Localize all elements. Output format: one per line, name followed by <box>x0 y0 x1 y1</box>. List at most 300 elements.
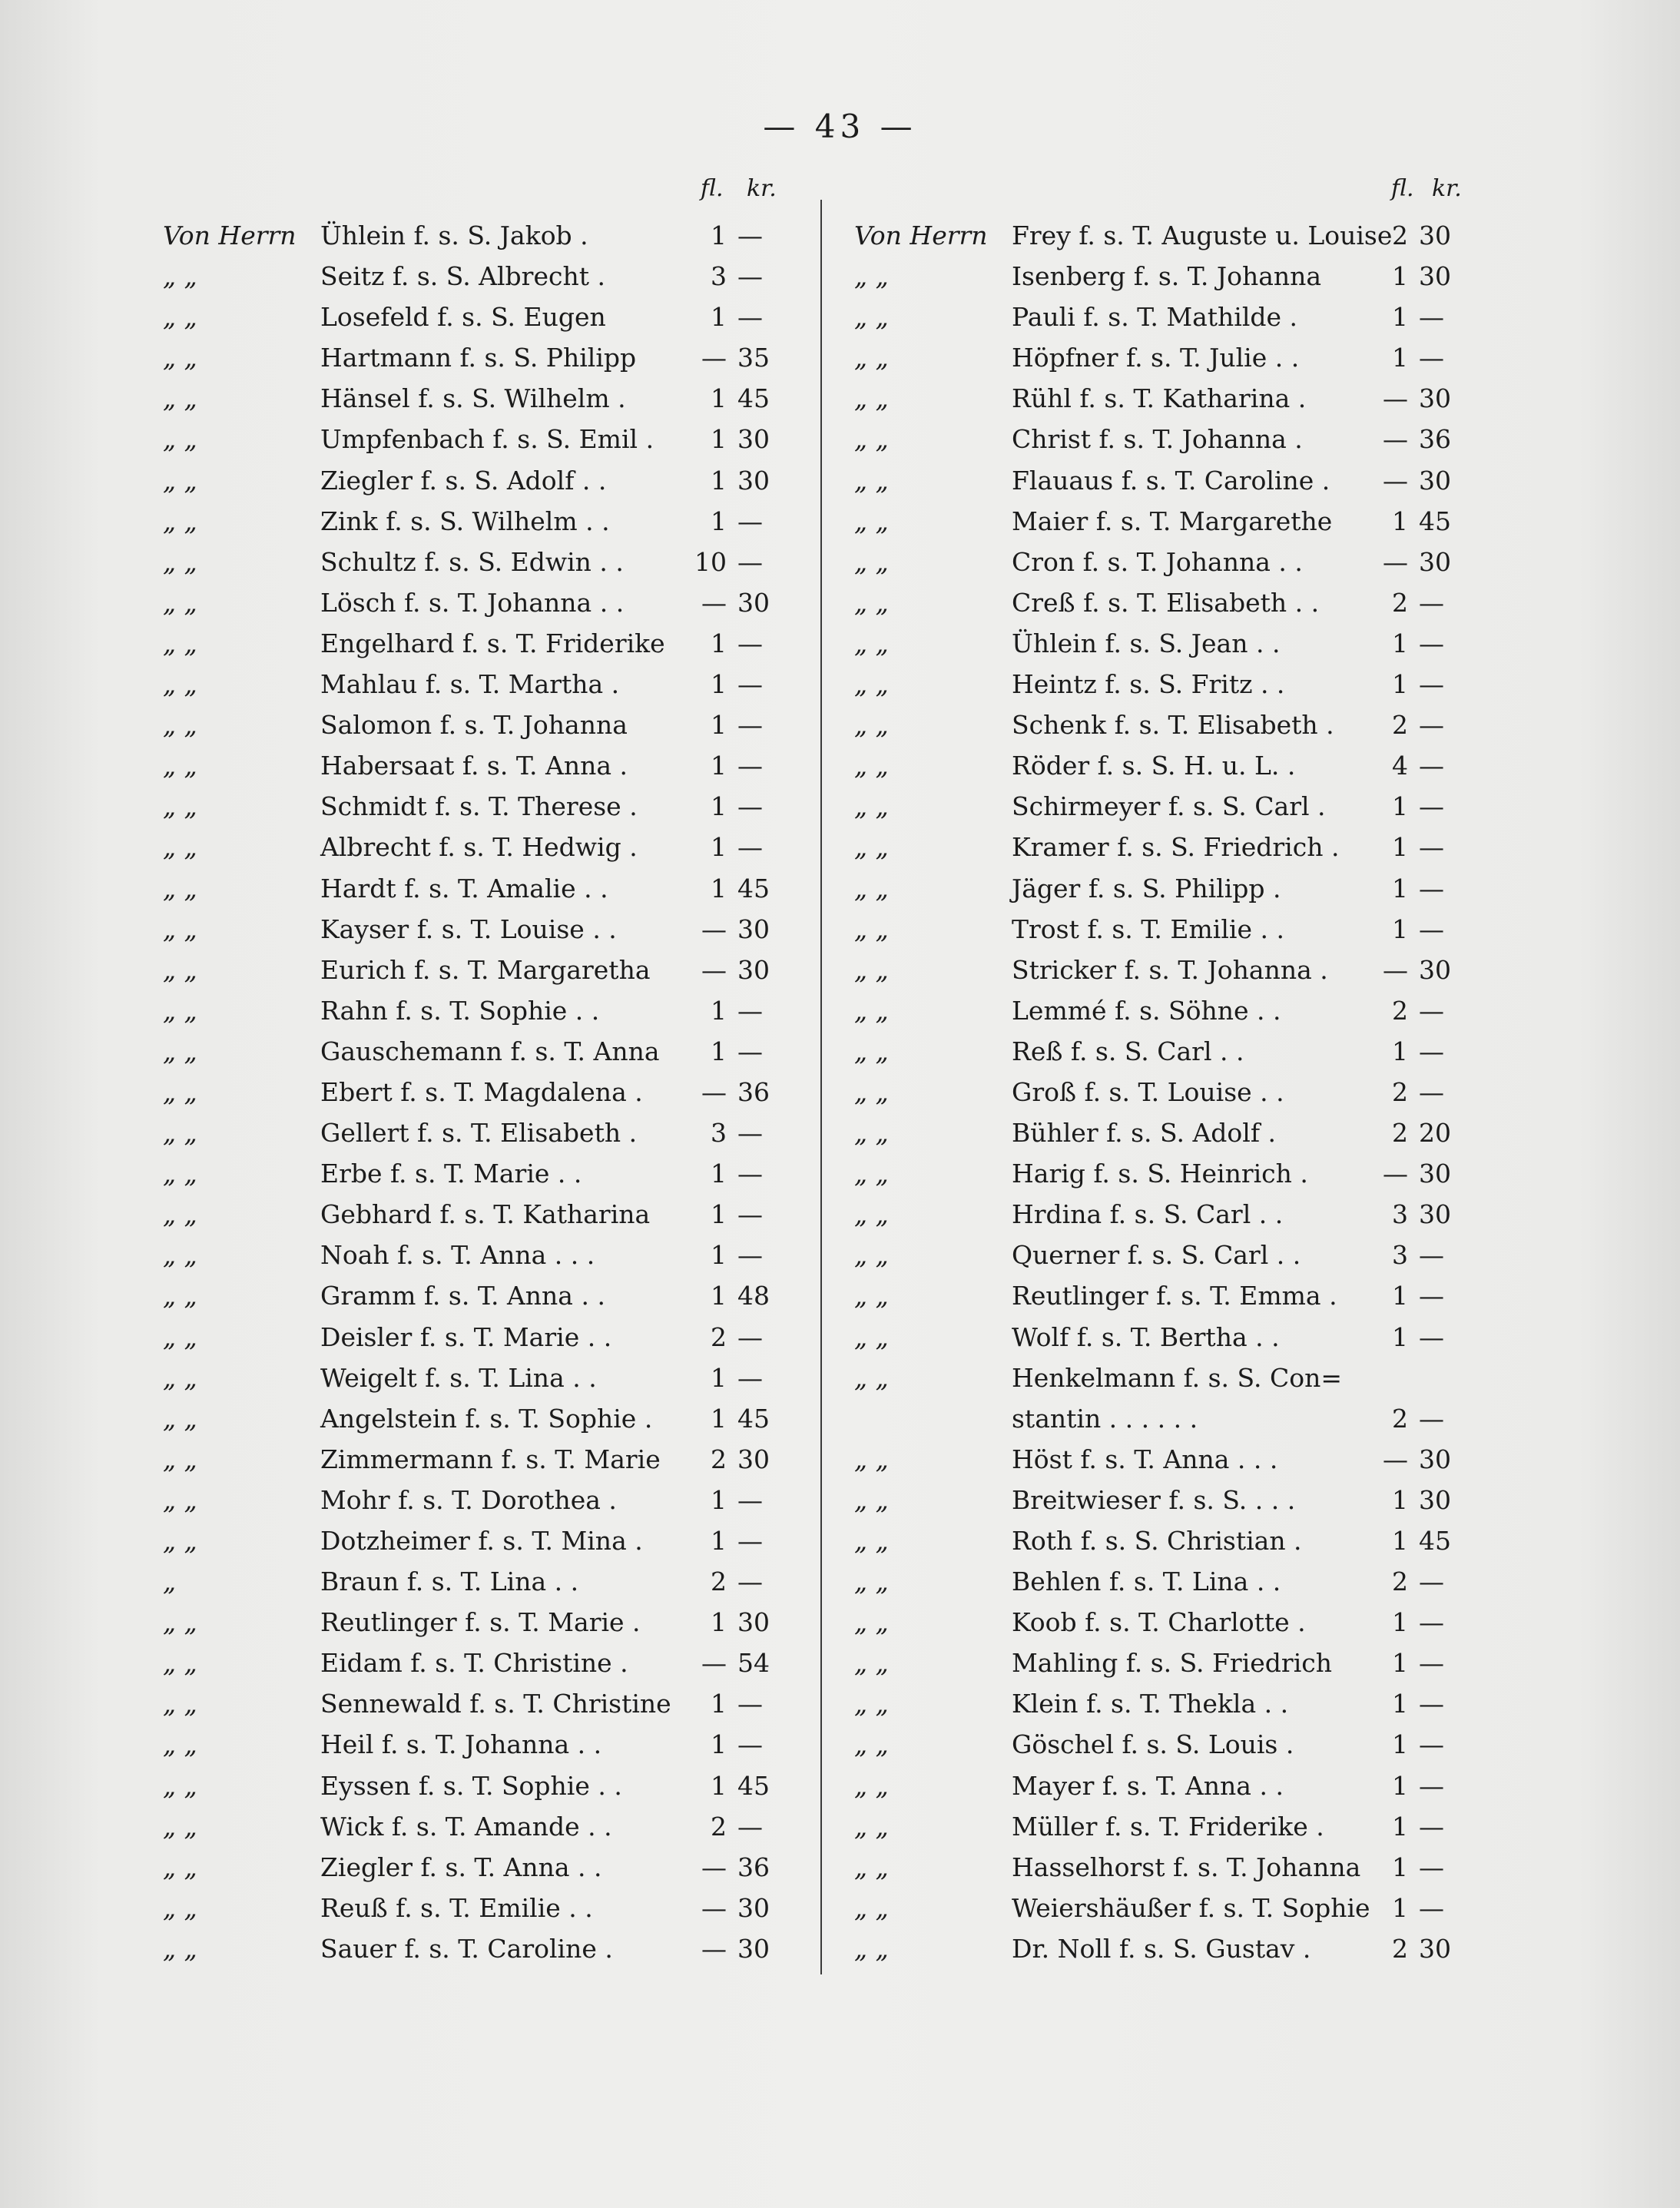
amount-fl: 3 <box>1392 1199 1408 1230</box>
amount-fl: 1 <box>1392 832 1408 863</box>
donation-row <box>163 1398 777 1439</box>
donation-row <box>854 1888 1469 1928</box>
amount-kr: — <box>737 751 763 781</box>
donation-list-right <box>854 175 1469 1969</box>
amount-fl: 3 <box>711 1118 727 1149</box>
amount-kr: — <box>1419 302 1444 333</box>
fl-header: fl. <box>701 175 724 202</box>
row-prefix: „ „ <box>163 343 197 373</box>
row-prefix: Von Herrn <box>854 220 988 250</box>
donor-entry: Trost f. s. T. Emilie . . <box>1012 913 1284 944</box>
donation-row <box>854 745 1469 786</box>
row-prefix: „ „ <box>854 1484 889 1515</box>
amount-kr: — <box>1419 669 1444 700</box>
donation-row <box>163 1643 777 1683</box>
donation-row <box>854 1765 1469 1806</box>
row-prefix: „ „ <box>163 1281 197 1311</box>
row-prefix: „ „ <box>163 261 197 292</box>
donor-entry: Ebert f. s. T. Magdalena . <box>320 1076 643 1107</box>
row-prefix: „ „ <box>163 383 197 414</box>
row-prefix: „ „ <box>163 1607 197 1638</box>
row-prefix: „ „ <box>854 465 889 496</box>
amount-kr: — <box>737 995 763 1026</box>
amount-fl: 2 <box>1392 710 1408 741</box>
amount-kr: 30 <box>737 1933 770 1964</box>
amount-kr: 30 <box>737 424 770 455</box>
amount-fl: 2 <box>1392 1076 1408 1107</box>
donor-entry: Wick f. s. T. Amande . . <box>320 1811 612 1842</box>
donor-entry: Reß f. s. S. Carl . . <box>1012 1036 1244 1066</box>
amount-kr: — <box>737 546 763 577</box>
donor-entry: Ühlein f. s. S. Jakob . <box>320 220 588 250</box>
donor-entry: Gebhard f. s. T. Katharina <box>320 1199 651 1230</box>
donor-entry: Weigelt f. s. T. Lina . . <box>320 1362 597 1393</box>
row-prefix: „ „ <box>854 302 889 333</box>
amount-fl: 1 <box>711 1240 727 1271</box>
row-prefix: „ „ <box>163 1159 197 1189</box>
amount-kr: — <box>737 710 763 741</box>
donation-row <box>163 1561 777 1602</box>
row-prefix: „ „ <box>854 751 889 781</box>
donation-list-left <box>163 175 777 1969</box>
amount-fl: — <box>701 1933 727 1964</box>
donation-row <box>163 419 777 459</box>
row-prefix: „ „ <box>163 1648 197 1679</box>
amount-kr: — <box>1419 913 1444 944</box>
donation-row <box>854 582 1469 623</box>
amount-kr: — <box>1419 1770 1444 1801</box>
row-prefix: „ „ <box>854 261 889 292</box>
amount-kr: 30 <box>1419 954 1451 985</box>
amount-fl: 1 <box>1392 1321 1408 1352</box>
amount-fl: 2 <box>711 1444 727 1474</box>
amount-kr: — <box>737 1689 763 1719</box>
donation-row <box>163 582 777 623</box>
amount-kr: 30 <box>1419 220 1451 250</box>
amount-kr: — <box>1419 832 1444 863</box>
donation-row <box>854 1847 1469 1888</box>
row-prefix: „ „ <box>163 1362 197 1393</box>
donation-row <box>854 1561 1469 1602</box>
donor-entry: Mahlau f. s. T. Martha . <box>320 669 620 700</box>
donation-row <box>854 1153 1469 1194</box>
donor-entry: Wolf f. s. T. Bertha . . <box>1012 1321 1280 1352</box>
row-prefix: „ „ <box>854 1321 889 1352</box>
amount-kr: 48 <box>737 1281 770 1311</box>
donor-entry: Reutlinger f. s. T. Emma . <box>1012 1281 1337 1311</box>
donation-row <box>854 1724 1469 1765</box>
amount-kr: — <box>737 1484 763 1515</box>
amount-kr: 45 <box>737 873 770 903</box>
amount-fl: 2 <box>711 1811 727 1842</box>
amount-kr: — <box>737 506 763 536</box>
donation-row <box>163 1683 777 1724</box>
amount-fl: 1 <box>711 302 727 333</box>
donation-row <box>163 786 777 827</box>
row-prefix: „ „ <box>163 995 197 1026</box>
donation-row <box>854 460 1469 501</box>
donor-entry: Mahling f. s. S. Friedrich <box>1012 1648 1332 1679</box>
donor-entry: Eurich f. s. T. Margaretha <box>320 954 651 985</box>
amount-fl: 3 <box>1392 1240 1408 1271</box>
donor-entry: Ziegler f. s. T. Anna . . <box>320 1852 602 1882</box>
amount-kr: 30 <box>1419 1484 1451 1515</box>
donor-entry: Seitz f. s. S. Albrecht . <box>320 261 605 292</box>
amount-fl: 1 <box>711 506 727 536</box>
row-prefix: „ „ <box>854 791 889 822</box>
donor-entry: Bühler f. s. S. Adolf . <box>1012 1118 1277 1149</box>
donor-entry: Ziegler f. s. S. Adolf . . <box>320 465 607 496</box>
amount-fl: — <box>1383 1444 1408 1474</box>
donation-row <box>163 501 777 542</box>
donation-row <box>854 1643 1469 1683</box>
donation-row <box>854 990 1469 1031</box>
donation-row <box>854 705 1469 745</box>
row-prefix: „ „ <box>163 465 197 496</box>
amount-fl: 2 <box>711 1566 727 1597</box>
amount-kr: — <box>1419 1852 1444 1882</box>
donor-entry: Klein f. s. T. Thekla . . <box>1012 1689 1289 1719</box>
amount-kr: — <box>1419 1892 1444 1923</box>
donor-entry: Sauer f. s. T. Caroline . <box>320 1933 613 1964</box>
amount-kr: — <box>737 1566 763 1597</box>
donation-row <box>854 1275 1469 1316</box>
donation-row <box>163 1112 777 1153</box>
amount-kr: — <box>737 1199 763 1230</box>
row-prefix: „ „ <box>854 1526 889 1556</box>
row-prefix: „ „ <box>854 587 889 618</box>
donation-row <box>163 1317 777 1358</box>
donor-entry: Mohr f. s. T. Dorothea . <box>320 1484 617 1515</box>
row-prefix: „ „ <box>163 1240 197 1271</box>
amount-kr: 20 <box>1419 1118 1451 1149</box>
donation-row <box>854 664 1469 705</box>
donor-entry: Angelstein f. s. T. Sophie . <box>320 1403 653 1434</box>
amount-kr: 45 <box>1419 1526 1451 1556</box>
amount-fl: 4 <box>1392 751 1408 781</box>
row-prefix: „ „ <box>854 913 889 944</box>
donation-row <box>163 1602 777 1643</box>
amount-fl: — <box>701 1892 727 1923</box>
donor-entry: Umpfenbach f. s. S. Emil . <box>320 424 654 455</box>
donation-row <box>854 419 1469 459</box>
row-prefix: „ „ <box>163 1321 197 1352</box>
amount-fl: 1 <box>711 1770 727 1801</box>
row-prefix: „ „ <box>854 1729 889 1760</box>
donor-entry: Gramm f. s. T. Anna . . <box>320 1281 605 1311</box>
amount-kr: 30 <box>737 1892 770 1923</box>
donor-entry: Gellert f. s. T. Elisabeth . <box>320 1118 638 1149</box>
donation-row <box>854 1112 1469 1153</box>
amount-fl: 1 <box>1392 1281 1408 1311</box>
amount-kr: 30 <box>1419 261 1451 292</box>
row-prefix: „ „ <box>854 628 889 658</box>
donor-entry: Kramer f. s. S. Friedrich . <box>1012 832 1340 863</box>
amount-kr: 36 <box>737 1076 770 1107</box>
amount-kr: 30 <box>1419 546 1451 577</box>
amount-fl: 1 <box>1392 261 1408 292</box>
donor-entry: Engelhard f. s. T. Friderike <box>320 628 665 658</box>
donor-entry: Creß f. s. T. Elisabeth . . <box>1012 587 1320 618</box>
donation-row <box>163 1928 777 1969</box>
amount-fl: 2 <box>1392 587 1408 618</box>
donor-entry: Sennewald f. s. T. Christine <box>320 1689 671 1719</box>
amount-fl: 1 <box>711 873 727 903</box>
amount-kr: — <box>737 1036 763 1066</box>
amount-kr: — <box>1419 995 1444 1026</box>
donation-row <box>163 1724 777 1765</box>
donor-entry: Maier f. s. T. Margarethe <box>1012 506 1333 536</box>
donation-row <box>854 1439 1469 1480</box>
amount-fl: 1 <box>711 1199 727 1230</box>
row-prefix: „ „ <box>854 1689 889 1719</box>
amount-fl: 2 <box>1392 1566 1408 1597</box>
donor-entry: Lemmé f. s. Söhne . . <box>1012 995 1281 1026</box>
amount-fl: 1 <box>711 1729 727 1760</box>
row-prefix: „ „ <box>163 954 197 985</box>
amount-kr: 30 <box>1419 1444 1451 1474</box>
amount-fl: — <box>1383 546 1408 577</box>
amount-kr: — <box>737 628 763 658</box>
donation-row <box>163 868 777 909</box>
amount-kr: — <box>1419 1729 1444 1760</box>
donation-row <box>163 256 777 297</box>
donor-entry: Harig f. s. S. Heinrich . <box>1012 1159 1308 1189</box>
donor-entry: Isenberg f. s. T. Johanna <box>1012 261 1322 292</box>
column-divider <box>820 200 822 1974</box>
column-header <box>163 175 777 215</box>
amount-kr: 30 <box>737 954 770 985</box>
amount-kr: — <box>1419 628 1444 658</box>
row-prefix: „ „ <box>854 546 889 577</box>
amount-kr: — <box>1419 751 1444 781</box>
donation-row <box>854 909 1469 950</box>
row-prefix: „ „ <box>854 1892 889 1923</box>
amount-kr: — <box>1419 1036 1444 1066</box>
row-prefix: „ „ <box>163 1933 197 1964</box>
donor-entry: Frey f. s. T. Auguste u. Louise <box>1012 220 1393 250</box>
donation-row <box>163 623 777 664</box>
donor-entry: Mayer f. s. T. Anna . . <box>1012 1770 1284 1801</box>
donor-entry: Weiershäußer f. s. T. Sophie <box>1012 1892 1370 1923</box>
donor-entry: Groß f. s. T. Louise . . <box>1012 1076 1284 1107</box>
row-prefix: „ „ <box>163 1689 197 1719</box>
donation-row <box>163 1765 777 1806</box>
amount-kr: — <box>1419 1648 1444 1679</box>
amount-kr: — <box>1419 710 1444 741</box>
donation-row <box>854 1358 1469 1398</box>
donation-row <box>163 990 777 1031</box>
row-prefix: „ „ <box>163 587 197 618</box>
donation-row <box>854 1235 1469 1275</box>
amount-kr: 30 <box>1419 465 1451 496</box>
donor-entry: Dr. Noll f. s. S. Gustav . <box>1012 1933 1311 1964</box>
amount-fl: 2 <box>1392 1933 1408 1964</box>
amount-fl: 1 <box>1392 343 1408 373</box>
donor-entry: Gauschemann f. s. T. Anna <box>320 1036 660 1066</box>
amount-fl: 1 <box>711 1362 727 1393</box>
donor-entry: Schirmeyer f. s. S. Carl . <box>1012 791 1326 822</box>
donation-row <box>854 337 1469 378</box>
amount-kr: — <box>737 1811 763 1842</box>
donor-entry: Koob f. s. T. Charlotte . <box>1012 1607 1306 1638</box>
amount-fl: 2 <box>1392 1118 1408 1149</box>
amount-fl: 1 <box>711 751 727 781</box>
donor-entry: Habersaat f. s. T. Anna . <box>320 751 628 781</box>
donor-entry: Salomon f. s. T. Johanna <box>320 710 628 741</box>
amount-fl: 1 <box>711 424 727 455</box>
amount-fl: 1 <box>1392 791 1408 822</box>
amount-fl: 1 <box>1392 1811 1408 1842</box>
left-rows <box>163 215 777 1969</box>
donation-row <box>854 256 1469 297</box>
donation-row <box>163 1275 777 1316</box>
amount-kr: — <box>1419 343 1444 373</box>
row-prefix: „ „ <box>854 1240 889 1271</box>
row-prefix: „ „ <box>854 1852 889 1882</box>
amount-kr: 30 <box>737 913 770 944</box>
row-prefix: „ „ <box>854 1770 889 1801</box>
donor-entry: Höst f. s. T. Anna . . . <box>1012 1444 1278 1474</box>
donor-entry: Cron f. s. T. Johanna . . <box>1012 546 1303 577</box>
donation-row <box>854 1602 1469 1643</box>
amount-kr: 30 <box>737 1444 770 1474</box>
donation-row <box>163 460 777 501</box>
donor-entry: Losefeld f. s. S. Eugen <box>320 302 606 333</box>
amount-kr: 45 <box>1419 506 1451 536</box>
row-prefix: „ „ <box>163 1526 197 1556</box>
row-prefix: „ „ <box>163 791 197 822</box>
amount-kr: 45 <box>737 1770 770 1801</box>
row-prefix: „ „ <box>163 669 197 700</box>
row-prefix: Von Herrn <box>163 220 297 250</box>
row-prefix: „ „ <box>163 913 197 944</box>
donor-entry: Erbe f. s. T. Marie . . <box>320 1159 582 1189</box>
amount-fl: 1 <box>711 710 727 741</box>
amount-fl: — <box>1383 424 1408 455</box>
row-prefix: „ „ <box>163 1444 197 1474</box>
donor-entry: Höpfner f. s. T. Julie . . <box>1012 343 1300 373</box>
row-prefix: „ „ <box>163 832 197 863</box>
amount-fl: 1 <box>1392 302 1408 333</box>
donation-row <box>163 1194 777 1235</box>
amount-kr: — <box>1419 873 1444 903</box>
amount-kr: — <box>737 1362 763 1393</box>
row-prefix: „ „ <box>163 1484 197 1515</box>
row-prefix: „ „ <box>163 302 197 333</box>
donor-entry: Röder f. s. S. H. u. L. . <box>1012 751 1296 781</box>
donor-entry: Hartmann f. s. S. Philipp <box>320 343 637 373</box>
donor-entry: Behlen f. s. T. Lina . . <box>1012 1566 1281 1597</box>
amount-fl: — <box>701 913 727 944</box>
amount-fl: 2 <box>711 1321 727 1352</box>
donation-row <box>854 1031 1469 1072</box>
donation-row <box>163 297 777 337</box>
donation-row <box>163 664 777 705</box>
amount-kr: — <box>737 669 763 700</box>
amount-kr: 30 <box>737 587 770 618</box>
row-prefix: „ „ <box>163 1811 197 1842</box>
row-prefix: „ „ <box>854 1281 889 1311</box>
row-prefix: „ „ <box>854 669 889 700</box>
row-prefix: „ „ <box>163 506 197 536</box>
row-prefix: „ „ <box>854 506 889 536</box>
donation-row <box>854 950 1469 990</box>
row-prefix: „ „ <box>163 1770 197 1801</box>
donation-row <box>163 827 777 867</box>
amount-kr: — <box>737 1729 763 1760</box>
amount-kr: 30 <box>1419 1159 1451 1189</box>
row-prefix: „ „ <box>163 710 197 741</box>
donation-row <box>854 868 1469 909</box>
kr-header: kr. <box>1432 175 1462 202</box>
amount-fl: 2 <box>1392 220 1408 250</box>
amount-fl: — <box>701 954 727 985</box>
amount-kr: — <box>737 791 763 822</box>
page-number: — 43 — <box>763 108 917 145</box>
amount-fl: 1 <box>711 465 727 496</box>
donor-entry: Heil f. s. T. Johanna . . <box>320 1729 602 1760</box>
row-prefix: „ „ <box>854 995 889 1026</box>
row-prefix: „ „ <box>854 1199 889 1230</box>
row-prefix: „ „ <box>163 424 197 455</box>
donor-entry: Christ f. s. T. Johanna . <box>1012 424 1303 455</box>
amount-kr: — <box>1419 587 1444 618</box>
amount-kr: 30 <box>737 465 770 496</box>
row-prefix: „ „ <box>163 1729 197 1760</box>
donation-row <box>163 1031 777 1072</box>
donor-entry: Braun f. s. T. Lina . . <box>320 1566 579 1597</box>
amount-kr: 35 <box>737 343 770 373</box>
donation-row <box>854 1480 1469 1520</box>
donation-row <box>163 215 777 256</box>
donation-row <box>854 378 1469 419</box>
donation-row <box>854 215 1469 256</box>
donor-entry: Dotzheimer f. s. T. Mina . <box>320 1526 643 1556</box>
fl-header: fl. <box>1391 175 1414 202</box>
row-prefix: „ „ <box>854 1118 889 1149</box>
amount-fl: 2 <box>1392 995 1408 1026</box>
row-prefix: „ „ <box>163 751 197 781</box>
donor-entry: Pauli f. s. T. Mathilde . <box>1012 302 1298 333</box>
amount-fl: 1 <box>711 383 727 414</box>
amount-kr: 30 <box>1419 1933 1451 1964</box>
amount-kr: — <box>737 1526 763 1556</box>
amount-fl: — <box>701 343 727 373</box>
row-prefix: „ „ <box>854 873 889 903</box>
amount-fl: 1 <box>711 669 727 700</box>
amount-fl: 1 <box>711 628 727 658</box>
donation-row <box>163 1888 777 1928</box>
donation-row <box>163 745 777 786</box>
donor-entry: Eyssen f. s. T. Sophie . . <box>320 1770 622 1801</box>
row-prefix: „ „ <box>854 1159 889 1189</box>
donor-entry: Deisler f. s. T. Marie . . <box>320 1321 612 1352</box>
amount-kr: — <box>737 1159 763 1189</box>
row-prefix: „ „ <box>163 1892 197 1923</box>
amount-fl: — <box>1383 954 1408 985</box>
donor-entry: Rahn f. s. T. Sophie . . <box>320 995 600 1026</box>
amount-fl: 1 <box>1392 1689 1408 1719</box>
donor-entry: Reuß f. s. T. Emilie . . <box>320 1892 593 1923</box>
amount-fl: 1 <box>711 1689 727 1719</box>
row-prefix: „ „ <box>854 1933 889 1964</box>
donor-entry: Lösch f. s. T. Johanna . . <box>320 587 625 618</box>
amount-kr: — <box>737 1240 763 1271</box>
donation-row <box>163 950 777 990</box>
donation-row <box>163 1235 777 1275</box>
donation-row <box>163 1439 777 1480</box>
